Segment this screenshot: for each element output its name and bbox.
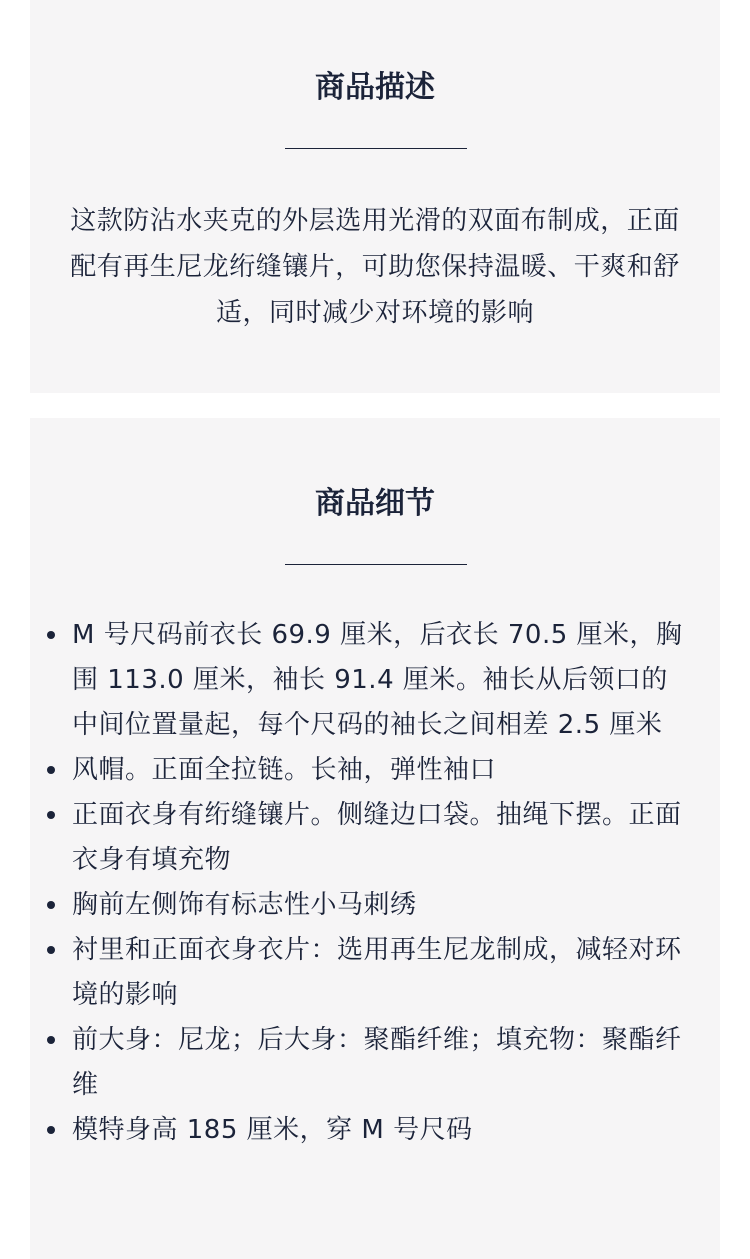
details-item-text: 胸前左侧饰有标志性小马刺绣 — [72, 890, 417, 920]
bullet-icon — [47, 901, 55, 909]
bullet-icon — [47, 811, 55, 819]
details-item-text: M 号尺码前衣长 69.9 厘米，后衣长 70.5 厘米，胸围 113.0 厘米，袖长 91.4 厘米。袖长从后领口的中间位置量起，每个尺码的袖长之间相差 2.5 厘米 — [72, 620, 683, 740]
bullet-icon — [47, 1036, 55, 1044]
bullet-icon — [47, 1126, 55, 1134]
bullet-icon — [47, 631, 55, 639]
details-item-text: 正面衣身有绗缝镶片。侧缝边口袋。抽绳下摆。正面衣身有填充物 — [72, 800, 682, 875]
details-list-item — [72, 883, 692, 928]
details-list-item — [72, 1108, 692, 1153]
details-list-item — [72, 613, 692, 748]
details-list-item — [72, 748, 692, 793]
details-list — [72, 613, 692, 1153]
details-item-text: 风帽。正面全拉链。长袖，弹性袖口 — [72, 755, 497, 785]
bullet-icon — [47, 946, 55, 954]
details-item-text: 模特身高 185 厘米，穿 M 号尺码 — [72, 1115, 473, 1145]
details-divider — [285, 564, 467, 565]
product-description-section — [30, 0, 720, 393]
details-list-item — [72, 1018, 692, 1108]
details-item-text: 衬里和正面衣身衣片：选用再生尼龙制成，减轻对环境的影响 — [72, 935, 682, 1010]
description-divider — [285, 148, 467, 149]
product-details-section — [30, 418, 720, 1259]
details-list-item — [72, 793, 692, 883]
details-title: 商品细节 — [315, 486, 435, 521]
bullet-icon — [47, 766, 55, 774]
description-title: 商品描述 — [315, 70, 435, 105]
details-list-item — [72, 928, 692, 1018]
details-item-text: 前大身：尼龙；后大身：聚酯纤维；填充物：聚酯纤维 — [72, 1025, 682, 1100]
description-text: 这款防沾水夹克的外层选用光滑的双面布制成，正面配有再生尼龙绗缝镶片，可助您保持温暖、干爽和舒适，同时减少对环境的影响 — [70, 206, 680, 328]
